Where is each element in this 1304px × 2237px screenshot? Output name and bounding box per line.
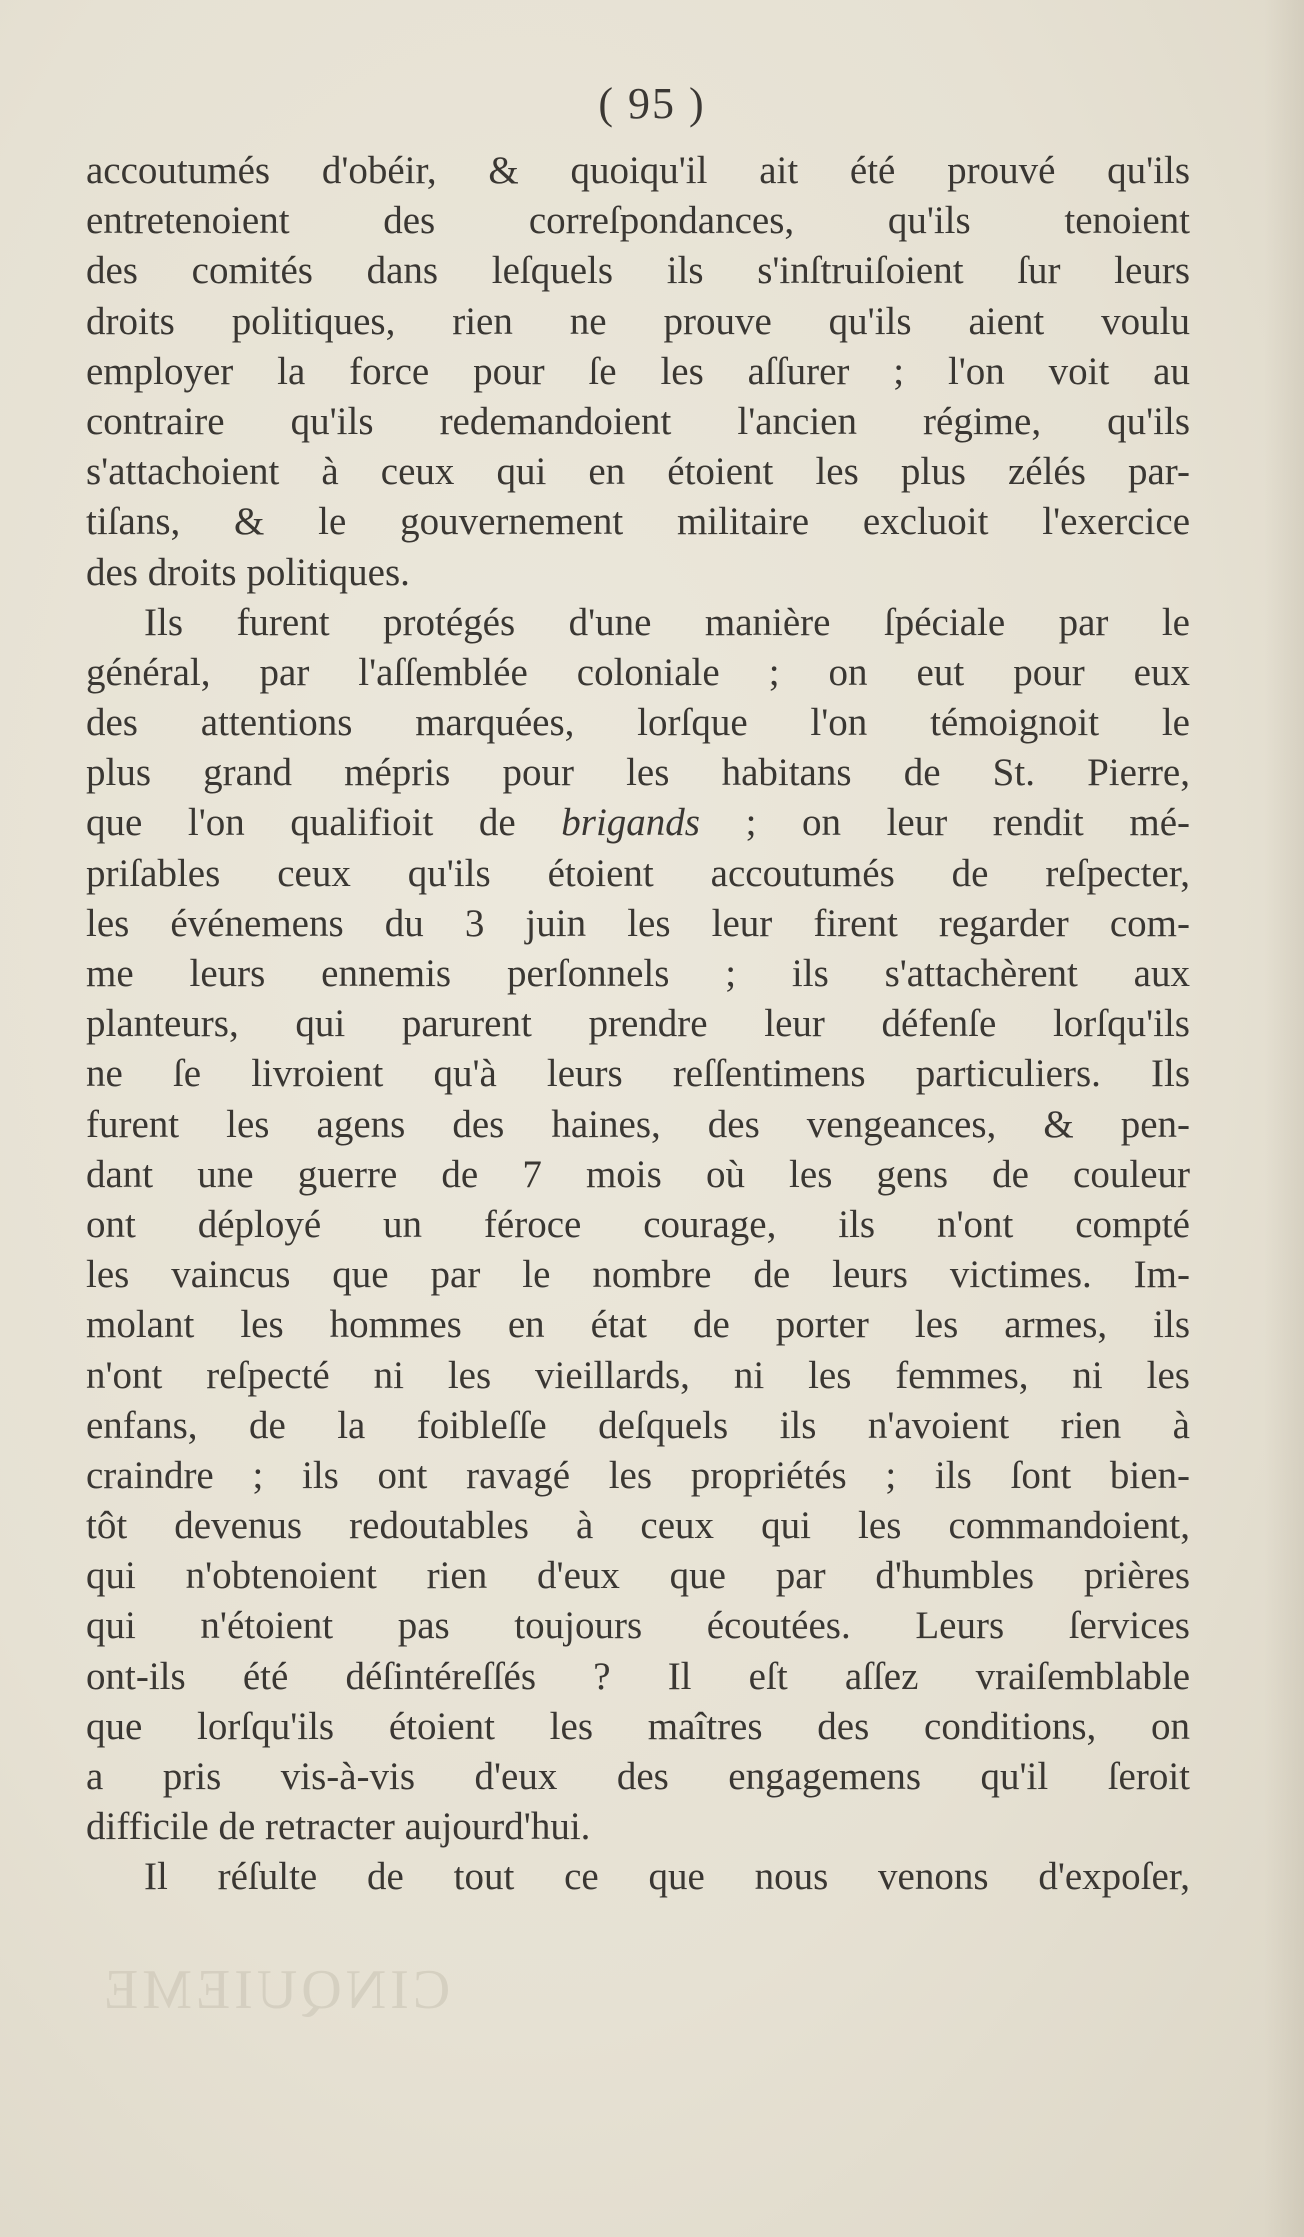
page-number: ( 95 )	[598, 79, 706, 128]
bleed-through-text: CINQUIEME	[100, 1959, 451, 2021]
text-line: accoutumés d'obéir, & quoiqu'il ait été prouvé qu'ils	[86, 149, 1190, 192]
text-line	[86, 798, 1190, 848]
text-line: tiſans, & le gouvernement militaire excluoit l'exercice	[86, 500, 1190, 544]
text-segment: ; on leur rendit mé-	[700, 801, 1190, 845]
text-line-paragraph-start: Il réſulte de tout ce que nous venons d'expoſer,	[144, 1855, 1190, 1899]
page-edge-shadow	[1264, 0, 1304, 2237]
text-line: contraire qu'ils redemandoient l'ancien régime, qu'ils	[86, 399, 1190, 443]
text-line: employer la force pour ſe les aſſurer ; l'on voit au	[86, 349, 1190, 393]
text-line: furent les agens des haines, des vengeances, & pen-	[86, 1102, 1190, 1146]
text-line: me leurs ennemis perſonnels ; ils s'attachèrent aux	[86, 952, 1190, 995]
text-segment: que l'on qualifioit de	[86, 801, 562, 845]
text-line: des attentions marquées, lorſque l'on témoignoit le	[86, 701, 1190, 745]
text-line: s'attachoient à ceux qui en étoient les plus zélés par-	[86, 450, 1190, 494]
text-line: qui n'obtenoient rien d'eux que par d'humbles prières	[86, 1554, 1190, 1598]
text-line: des comités dans leſquels ils s'inſtruiſoient ſur leurs	[86, 249, 1190, 293]
text-line: priſables ceux qu'ils étoient accoutumés de reſpecter,	[86, 851, 1190, 895]
text-line-paragraph-end: difficile de retracter aujourd'hui.	[86, 1805, 591, 1849]
text-line: ont déployé un féroce courage, ils n'ont compté	[86, 1202, 1190, 1246]
text-line: entretenoient des correſpondances, qu'ils tenoient	[86, 199, 1190, 243]
body-text	[86, 146, 1190, 1903]
text-line: droits politiques, rien ne prouve qu'ils aient voulu	[86, 299, 1190, 343]
text-line: plus grand mépris pour les habitans de St. Pierre,	[86, 751, 1190, 795]
text-line-paragraph-end: des droits politiques.	[86, 550, 410, 594]
text-line: ont-ils été déſintéreſſés ? Il eſt aſſez vraiſemblable	[86, 1654, 1190, 1698]
text-line: tôt devenus redoutables à ceux qui les commandoient,	[86, 1504, 1190, 1548]
text-line: les événemens du 3 juin les leur firent regarder com-	[86, 901, 1190, 945]
text-line: qui n'étoient pas toujours écoutées. Leurs ſervices	[86, 1604, 1190, 1648]
text-line: que lorſqu'ils étoient les maîtres des conditions, on	[86, 1704, 1190, 1748]
text-line: n'ont reſpecté ni les vieillards, ni les femmes, ni les	[86, 1353, 1190, 1397]
text-line: a pris vis-à-vis d'eux des engagemens qu'il ſeroit	[86, 1755, 1190, 1798]
italic-word: brigands	[561, 801, 700, 845]
text-line: craindre ; ils ont ravagé les propriétés ; ils ſont bien-	[86, 1453, 1190, 1497]
text-line-paragraph-start: Ils furent protégés d'une manière ſpéciale par le	[144, 600, 1190, 644]
text-line: molant les hommes en état de porter les armes, ils	[86, 1303, 1190, 1347]
text-line: dant une guerre de 7 mois où les gens de couleur	[86, 1152, 1190, 1196]
text-line: les vaincus que par le nombre de leurs victimes. Im-	[86, 1253, 1190, 1297]
text-line: ne ſe livroient qu'à leurs reſſentimens particuliers. Ils	[86, 1052, 1190, 1096]
text-line: planteurs, qui parurent prendre leur défenſe lorſqu'ils	[86, 1002, 1190, 1046]
text-line: enfans, de la foibleſſe deſquels ils n'avoient rien à	[86, 1403, 1190, 1447]
text-line: général, par l'aſſemblée coloniale ; on eut pour eux	[86, 650, 1190, 694]
